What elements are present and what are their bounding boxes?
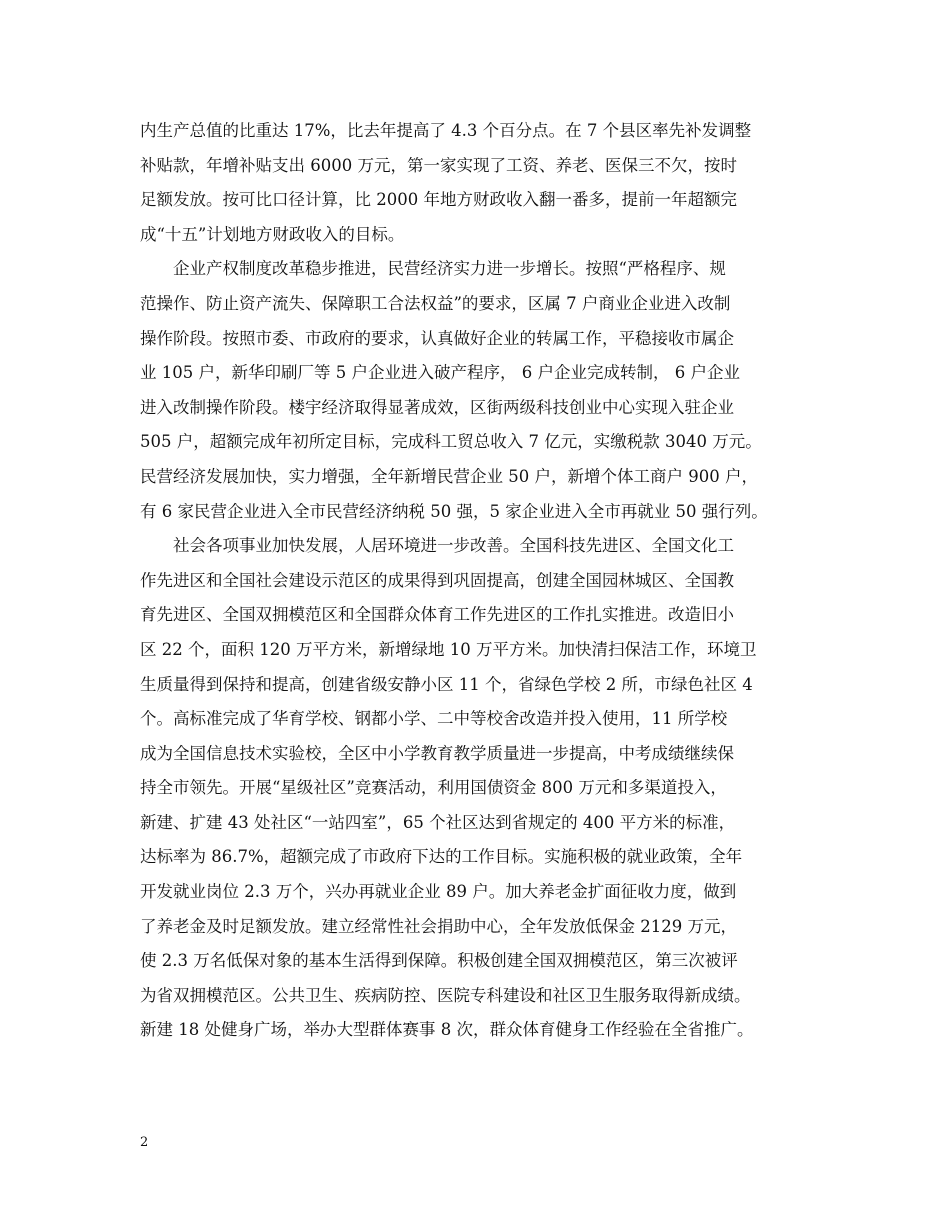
text-line: 生质量得到保持和提高，创建省级安静小区 11 个，省绿色学校 2 所，市绿色社区 4: [140, 674, 753, 694]
text-line: 业 105 户，新华印刷厂等 5 户企业进入破产程序， 6 户企业完成转制， 6 户企业: [140, 363, 740, 383]
text-line: 社会各项事业加快发展，人居环境进一步改善。全国科技先进区、全国文化工: [173, 536, 734, 556]
text-line: 持全市领先。开展“星级社区”竞赛活动，利用国债资金 800 万元和多渠道投入，: [140, 778, 727, 798]
text-line: 新建、扩建 43 处社区“一站四室”，65 个社区达到省规定的 400 平方米的标准，: [140, 812, 736, 832]
text-line: 范操作、防止资产流失、保障职工合法权益”的要求，区属 7 户商业企业进入改制: [140, 293, 731, 313]
text-line: 为省双拥模范区。公共卫生、疾病防控、医院专科建设和社区卫生服务取得新成绩。: [140, 985, 751, 1005]
text-line: 作先进区和全国社会建设示范区的成果得到巩固提高，创建全国园林城区、全国教: [140, 570, 734, 590]
text-line: 个。高标准完成了华育学校、钢都小学、二中等校舍改造并投入使用，11 所学校: [140, 709, 728, 729]
text-line: 了养老金及时足额发放。建立经常性社会捐助中心，全年发放低保金 2129 万元，: [140, 916, 737, 936]
text-line: 505 户，超额完成年初所定目标，完成科工贸总收入 7 亿元，实缴税款 3040 万元。: [140, 432, 762, 452]
text-line: 进入改制操作阶段。楼宇经济取得显著成效，区街两级科技创业中心实现入驻企业: [140, 397, 734, 417]
text-line: 民营经济发展加快，实力增强，全年新增民营企业 50 户，新增个体工商户 900 户，: [140, 466, 758, 486]
text-line: 企业产权制度改革稳步推进，民营经济实力进一步增长。按照“严格程序、规: [173, 259, 726, 279]
text-line: 育先进区、全国双拥模范区和全国群众体育工作先进区的工作扎实推进。改造旧小: [140, 605, 734, 625]
paragraph-1: [140, 114, 830, 252]
text-line: 有 6 家民营企业进入全市民营经济纳税 50 强，5 家企业进入全市再就业 50 强行列。: [140, 501, 768, 521]
page-number: 2: [140, 1135, 149, 1150]
text-line: 区 22 个，面积 120 万平方米，新增绿地 10 万平方米。加快清扫保洁工作，环境卫: [140, 639, 757, 659]
text-line: 成为全国信息技术实验校，全区中小学教育教学质量进一步提高，中考成绩继续保: [140, 743, 734, 763]
paragraph-3: [140, 529, 830, 1048]
text-line: 操作阶段。按照市委、市政府的要求，认真做好企业的转属工作，平稳接收市属企: [140, 328, 734, 348]
body-text: [140, 114, 830, 1048]
text-line: 成“十五”计划地方财政收入的目标。: [140, 224, 405, 244]
text-line: 新建 18 处健身广场，举办大型群体赛事 8 次，群众体育健身工作经验在全省推广。: [140, 1020, 754, 1040]
text-line: 开发就业岗位 2.3 万个，兴办再就业企业 89 户。加大养老金扩面征收力度，做到: [140, 882, 737, 902]
text-line: 达标率为 86.7%，超额完成了市政府下达的工作目标。实施积极的就业政策，全年: [140, 847, 743, 867]
text-line: 内生产总值的比重达 17%，比去年提高了 4.3 个百分点。在 7 个县区率先补发调整: [140, 121, 752, 140]
text-line: 补贴款，年增补贴支出 6000 万元，第一家实现了工资、养老、医保三不欠，按时: [140, 155, 737, 175]
text-line: 足额发放。按可比口径计算，比 2000 年地方财政收入翻一番多，提前一年超额完: [140, 190, 737, 210]
text-line: 使 2.3 万名低保对象的基本生活得到保障。积极创建全国双拥模范区，第三次被评: [140, 951, 738, 971]
paragraph-2: [140, 252, 830, 529]
